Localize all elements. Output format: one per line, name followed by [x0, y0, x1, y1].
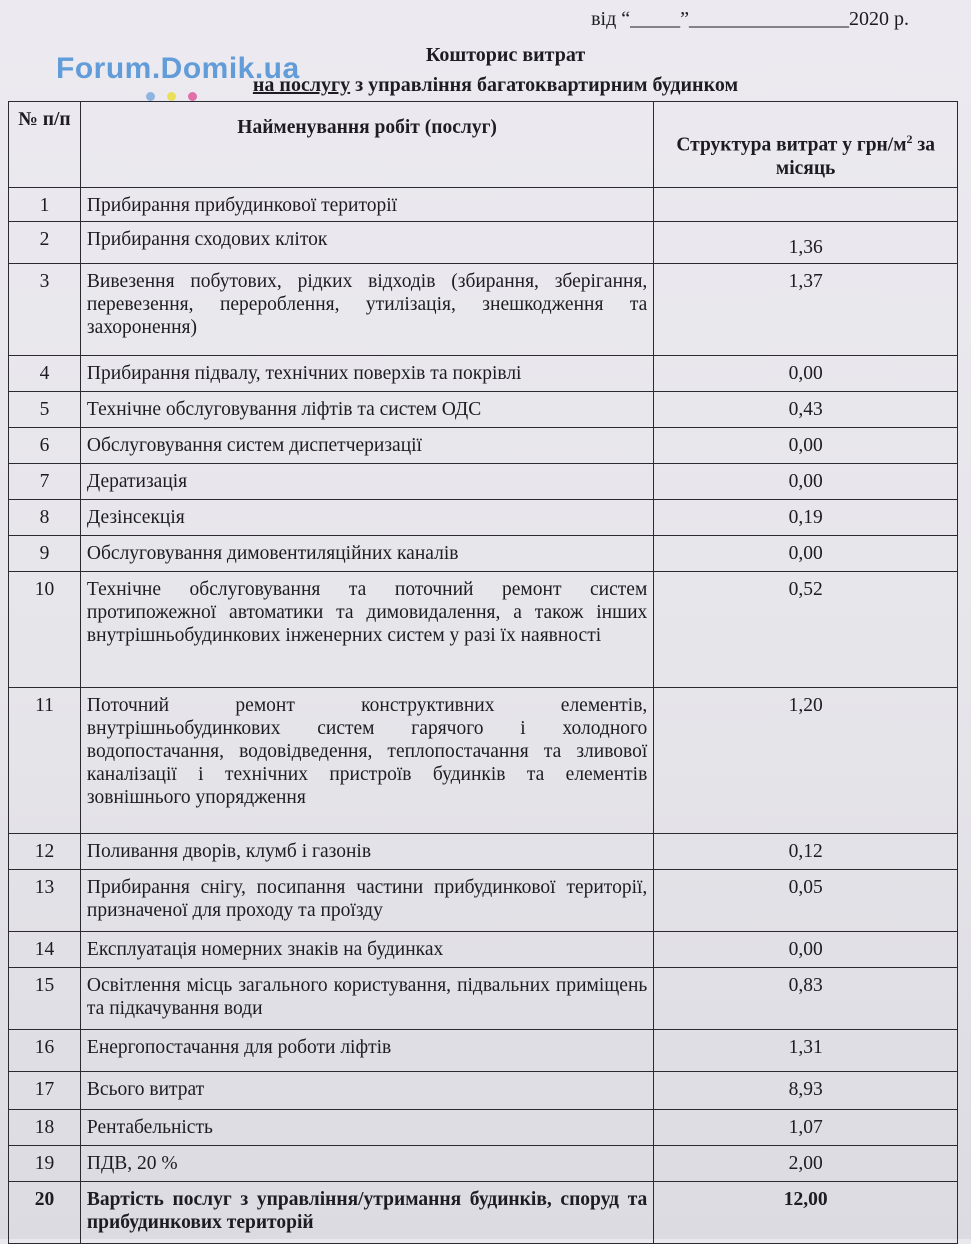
document-subtitle [10, 74, 971, 97]
row-value: 0,00 [654, 932, 958, 968]
row-value: 0,05 [654, 870, 958, 932]
table-row [9, 1110, 958, 1146]
row-value: 0,00 [654, 428, 958, 464]
row-number: 16 [9, 1030, 81, 1072]
watermark-logo: Forum.Domik.ua [56, 52, 300, 85]
row-number: 6 [9, 428, 81, 464]
row-name: Дератизація [80, 464, 653, 500]
table-row [9, 1182, 958, 1244]
row-name: Прибирання сходових кліток [80, 222, 653, 264]
table-row [9, 428, 958, 464]
row-name: Освітлення місць загального користування, підвальних приміщень та підкачування води [80, 968, 653, 1030]
row-name: Вивезення побутових, рідких відходів (збирання, зберігання, перевезення, перероблення, утилізація, знешкодження та захоронення) [80, 264, 653, 356]
row-number: 8 [9, 500, 81, 536]
row-number: 13 [9, 870, 81, 932]
table-row [9, 870, 958, 932]
row-value: 1,37 [654, 264, 958, 356]
cost-table [8, 101, 958, 1244]
row-number: 11 [9, 688, 81, 834]
row-value: 0,00 [654, 356, 958, 392]
row-name: Обслуговування систем диспетчеризації [80, 428, 653, 464]
table-row [9, 1146, 958, 1182]
row-value: 0,00 [654, 536, 958, 572]
table-row [9, 1072, 958, 1110]
row-number: 5 [9, 392, 81, 428]
row-value: 1,20 [654, 688, 958, 834]
row-name: Рентабельність [80, 1110, 653, 1146]
row-value: 0,52 [654, 572, 958, 688]
row-value: 0,19 [654, 500, 958, 536]
header-num: № п/п [9, 102, 81, 188]
row-value [654, 188, 958, 222]
row-value: 0,43 [654, 392, 958, 428]
header-cost-sup: 2 [906, 132, 913, 146]
row-value: 1,07 [654, 1110, 958, 1146]
table-row [9, 392, 958, 428]
table-row [9, 264, 958, 356]
table-row [9, 968, 958, 1030]
table-row [9, 188, 958, 222]
row-value: 0,00 [654, 464, 958, 500]
row-name: Обслуговування димовентиляційних каналів [80, 536, 653, 572]
table-row [9, 464, 958, 500]
row-name: Вартість послуг з управління/утримання будинків, споруд та прибудинкових територій [80, 1182, 653, 1244]
row-number: 1 [9, 188, 81, 222]
row-name: Прибирання прибудинкової території [80, 188, 653, 222]
row-number: 12 [9, 834, 81, 870]
row-name: ПДВ, 20 % [80, 1146, 653, 1182]
row-name: Дезінсекція [80, 500, 653, 536]
table-row [9, 932, 958, 968]
table-row [9, 500, 958, 536]
table-row [9, 688, 958, 834]
row-value: 8,93 [654, 1072, 958, 1110]
subtitle-rest: з управління багатоквартирним будинком [350, 74, 739, 96]
row-name: Поливання дворів, клумб і газонів [80, 834, 653, 870]
row-name: Всього витрат [80, 1072, 653, 1110]
table-row [9, 222, 958, 264]
table-row [9, 536, 958, 572]
table-row [9, 834, 958, 870]
row-number: 7 [9, 464, 81, 500]
row-value: 1,36 [654, 222, 958, 264]
table-row [9, 356, 958, 392]
header-name: Найменування робіт (послуг) [80, 102, 653, 188]
row-name: Технічне обслуговування та поточний ремонт систем протипожежної автоматики та димовидалення, а також інших внутрішньобудинкових інженерних систем у разі їх наявності [80, 572, 653, 688]
row-name: Експлуатація номерних знаків на будинках [80, 932, 653, 968]
header-cost-label: Структура витрат у грн/м [676, 134, 907, 156]
row-value: 2,00 [654, 1146, 958, 1182]
row-value: 1,31 [654, 1030, 958, 1072]
row-name: Прибирання підвалу, технічних поверхів та покрівлі [80, 356, 653, 392]
row-number: 10 [9, 572, 81, 688]
row-number: 18 [9, 1110, 81, 1146]
date-line: від “_____”________________2020 р. [591, 8, 909, 30]
row-number: 14 [9, 932, 81, 968]
subtitle-underlined: на послугу [252, 74, 351, 96]
row-number: 17 [9, 1072, 81, 1110]
row-name: Прибирання снігу, посипання частини прибудинкової території, призначеної для проходу та проїзду [80, 870, 653, 932]
table-row [9, 1030, 958, 1072]
row-number: 3 [9, 264, 81, 356]
header-cost [654, 102, 958, 188]
row-name: Енергопостачання для роботи ліфтів [80, 1030, 653, 1072]
table-header-row [9, 102, 958, 188]
row-number: 2 [9, 222, 81, 264]
row-value: 12,00 [654, 1182, 958, 1244]
document-title: Кошторис витрат [425, 44, 586, 66]
row-name: Поточний ремонт конструктивних елементів, внутрішньобудинкових систем гарячого і холодного водопостачання, водовідведення, теплопостачання та зливової каналізації і технічних пристроїв будинків та елементів зовнішнього упорядження [80, 688, 653, 834]
table-row [9, 572, 958, 688]
row-number: 15 [9, 968, 81, 1030]
row-number: 20 [9, 1182, 81, 1244]
row-number: 19 [9, 1146, 81, 1182]
header-cost-tail: за місяць [775, 134, 935, 179]
row-value: 0,83 [654, 968, 958, 1030]
row-number: 9 [9, 536, 81, 572]
row-name: Технічне обслуговування ліфтів та систем ОДС [80, 392, 653, 428]
row-number: 4 [9, 356, 81, 392]
row-value: 0,12 [654, 834, 958, 870]
